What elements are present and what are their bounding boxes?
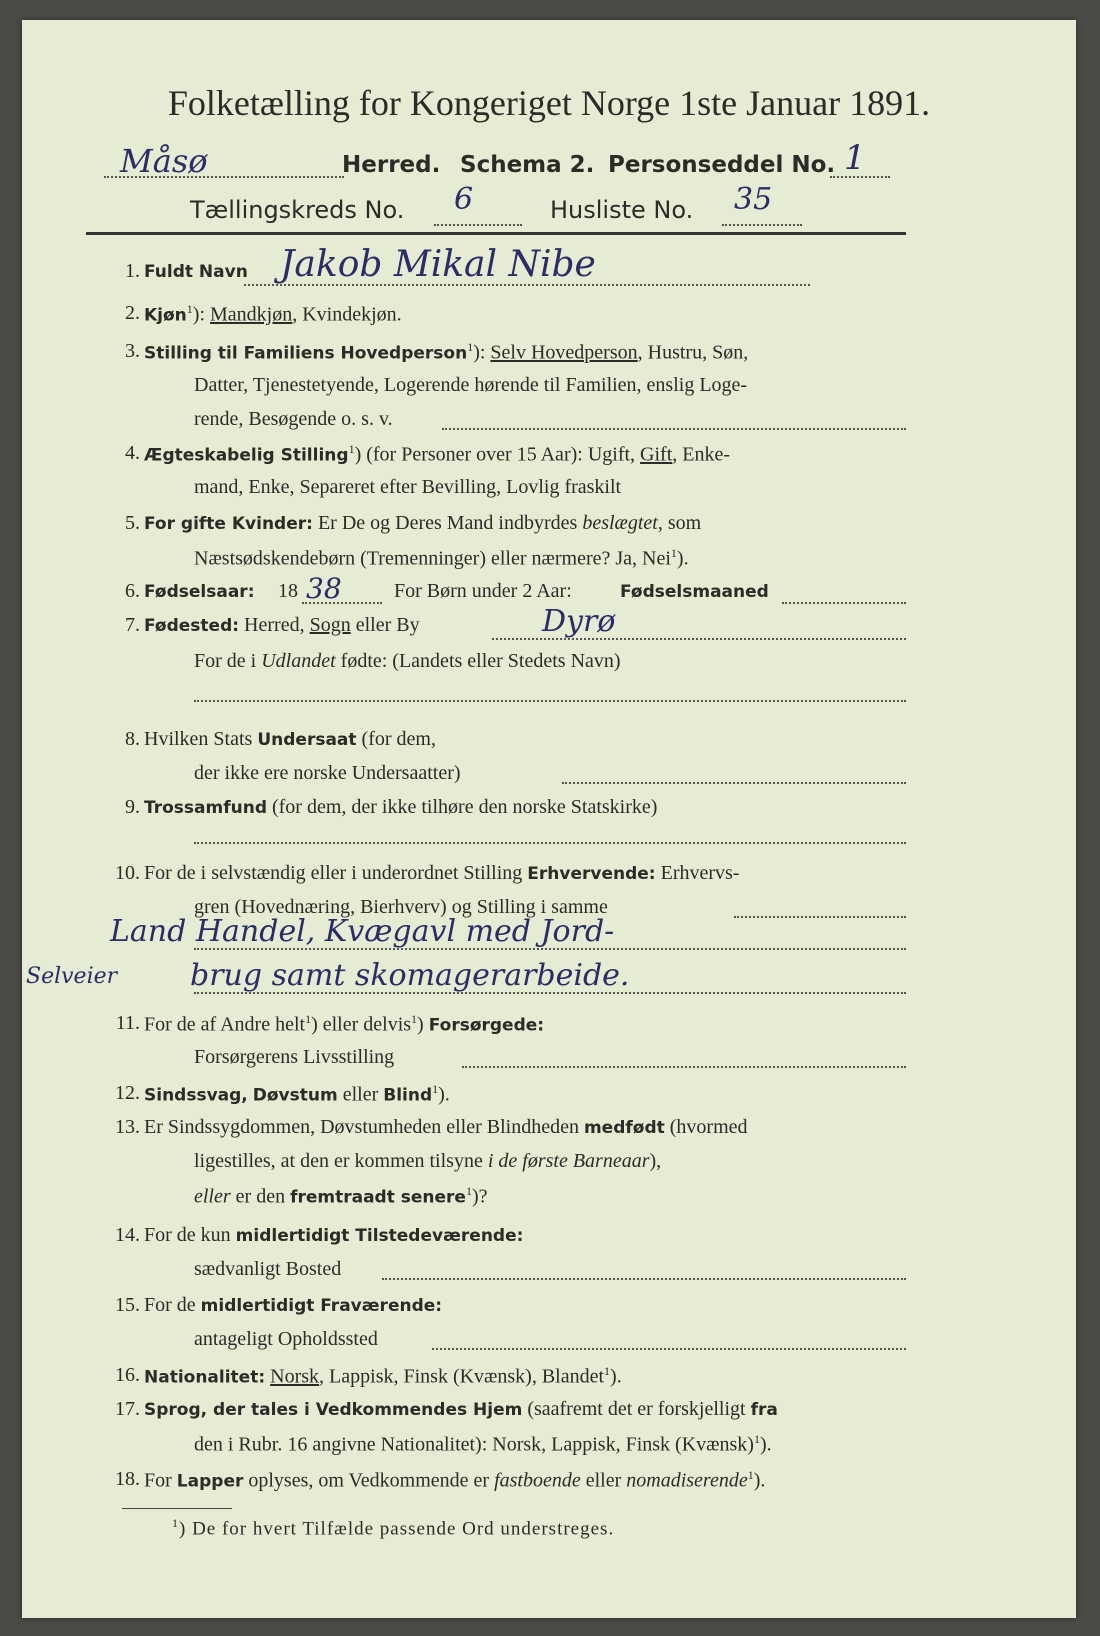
text: )? — [471, 1185, 488, 1208]
text: rende, Besøgende o. s. v. — [194, 408, 393, 430]
text: ligestilles, at den er kommen tilsyne — [194, 1150, 488, 1172]
option-selected: Sogn — [309, 614, 351, 636]
option-selected: Norsk — [270, 1365, 320, 1388]
q-label: Ægteskabelig Stilling — [144, 445, 349, 466]
text: (hvormed — [664, 1116, 748, 1138]
text: Herred, — [244, 614, 310, 636]
dotted-line — [194, 700, 906, 702]
text: Er De og Deres Mand indbyrdes — [317, 512, 583, 534]
q-number: 15. — [115, 1294, 140, 1316]
q-label: Kjøn — [144, 305, 187, 326]
text: ), — [649, 1150, 662, 1172]
q-number: 4. — [125, 442, 140, 464]
q-number: 10. — [115, 862, 140, 884]
q-label: Stilling til Familiens Hovedperson — [144, 343, 468, 364]
q-number: 11. — [115, 1012, 140, 1034]
text: gren (Hovednæring, Bierhverv) og Stilling i samme — [194, 896, 608, 918]
footnote-rule — [122, 1508, 232, 1509]
title-text: Folketælling for Kongeriget Norge 1ste Januar 1891. — [167, 83, 931, 123]
q-label: Blind — [383, 1085, 433, 1106]
q-number: 3. — [125, 340, 140, 362]
text: (saafremt det er forskjelligt — [522, 1398, 751, 1420]
dotted-line — [382, 1278, 906, 1280]
text-italic: beslægtet — [582, 512, 658, 534]
footnote-marker: 1 — [172, 1516, 179, 1530]
text: (for dem, — [356, 728, 436, 750]
q-number: 7. — [125, 614, 140, 636]
text: For de kun — [144, 1224, 236, 1246]
text-italic: eller — [194, 1185, 231, 1208]
q-label: Fødselsmaaned — [620, 582, 769, 602]
text: ) eller delvis — [311, 1013, 412, 1036]
q-label: midlertidigt Fraværende: — [200, 1296, 443, 1316]
text: , Enke- — [672, 443, 731, 466]
herred-label: Herred. — [342, 152, 441, 178]
text: Hvilken Stats — [144, 728, 258, 750]
text: fødte: (Landets eller Stedets Navn) — [335, 650, 621, 672]
text-italic: Udlandet — [261, 650, 336, 672]
q-number: 13. — [115, 1116, 140, 1138]
text: ) — [417, 1013, 429, 1036]
dotted-line — [782, 602, 906, 604]
text: er den — [230, 1185, 291, 1208]
text: Erhvervs- — [655, 862, 740, 884]
option-text: , Kvindekjøn. — [292, 303, 402, 326]
q-number: 12. — [115, 1082, 140, 1104]
q-number: 14. — [115, 1224, 140, 1246]
personseddel-label: Personseddel No. — [608, 152, 836, 178]
header-line-kreds — [22, 182, 1076, 232]
husliste-label: Husliste No. — [550, 196, 694, 224]
occupation-value-continued: brug samt skomagerarbeide. — [190, 958, 630, 993]
husliste-value: 35 — [734, 182, 773, 217]
q-number: 18. — [115, 1468, 140, 1490]
q-number: 5. — [125, 512, 140, 534]
q-label: midlertidigt Tilstedeværende: — [235, 1226, 524, 1246]
text: (for dem, der ikke tilhøre den norske Statskirke) — [266, 796, 658, 818]
dotted-line — [722, 224, 802, 226]
q-label: Fuldt Navn — [144, 262, 248, 282]
herred-value: Måsø — [120, 142, 208, 180]
occupation-value: Land Handel, Kvægavl med Jord- — [110, 914, 615, 949]
text: eller By — [350, 614, 420, 636]
text: , som — [657, 512, 702, 534]
q-label: Fødested: — [144, 616, 240, 636]
text: ): — [473, 341, 491, 364]
kreds-label: Tællingskreds No. — [190, 196, 405, 224]
text: eller — [580, 1469, 627, 1492]
q10-handwritten-line1 — [22, 914, 1076, 960]
dotted-line — [442, 428, 906, 430]
option-selected: Mandkjøn — [210, 303, 293, 326]
text: For de — [144, 1294, 201, 1316]
birth-year-value: 38 — [306, 572, 342, 605]
q1-full-name — [22, 244, 1076, 292]
text: antageligt Opholdssted — [194, 1328, 378, 1350]
q-number: 1. — [125, 260, 140, 282]
text: ) (for Personer over 15 Aar): Ugift, — [354, 443, 641, 466]
header-rule — [86, 232, 906, 235]
header-line-herred — [22, 138, 1076, 186]
schema-label: Schema 2. — [460, 152, 595, 178]
q-label: fra — [750, 1400, 778, 1420]
dotted-line — [432, 1348, 906, 1350]
option-selected: Selv Hovedperson — [490, 341, 638, 364]
text: sædvanligt Bosted — [194, 1258, 342, 1280]
text: der ikke ere norske Undersaatter) — [194, 762, 461, 784]
dotted-line — [734, 916, 906, 918]
q-number: 9. — [125, 796, 140, 818]
q-label: fremtraadt senere — [290, 1187, 466, 1208]
q-number: 17. — [115, 1398, 140, 1420]
dotted-line — [434, 224, 522, 226]
q-label: Døvstum — [252, 1085, 338, 1106]
birthplace-value: Dyrø — [542, 604, 616, 639]
dotted-line — [194, 842, 906, 844]
census-form: Folketælling for Kongeriget Norge 1ste Januar 1891. Måsø Herred. Schema 2. Personseddel No. 1 Tællingskreds No. 6 Husliste No. 35 1. Fuldt Navn Jakob Mikal Nibe 2. Kjøn$^1$): Mandkjøn, Kvindekjøn. 3. Stilling til Familiens Hovedperson$^1$): Selv Hovedperson, Hustru, Søn, Datter, Tjenestetyende, Logerende hørende til Familien, enslig Loge- rende, Besøgende o. s. v. 4. Ægteskabelig Stilling$^1$) (for Personer over 15 Aar): Ugift, Gift, Enke- mand, Enke, Separeret efter Bevilling, Lovlig fraskilt 5. For gifte Kvinder: Er De og Deres Mand indbyrdes beslægtet, som Næstsødskendebørn (Tremenninger) eller nærmere? Ja, Nei$^1$). 6. Fødselsaar: 18 38 For Børn under 2 Aar: Fødselsmaaned 7. Fødested: Herred, Sogn eller By Dyrø For de i Udlandet fødte: (Landets eller Stedets Navn) 8. Hvilken Stats Undersaat (for dem, der ikke ere norske Undersaatter) 9. Trossamfund (for dem, der ikke tilhøre den norske Statskirke) 10. For de i selvstændig eller i underordnet Stilling Erhvervende: Erhvervs- gren (Hovednæring, Bierhverv) og Stilling i samme Land Handel, Kvægavl med Jord- Selveier brug samt skomagerarbeide. 11. For de af Andre helt$^1$) eller delvis$^1$) Forsørgede: Forsørgerens Livsstilling 12. Sindssvag, Døvstum eller Blind$^1$). 13. Er Sindssygdommen, Døvstumheden eller Blindheden medfødt (hvormed ligestilles, at den er kommen tilsyne i de første Barneaar), eller er den fremtraadt senere$^1$)? 14. For de kun midlertidigt Tilstedeværende: sædvanligt Bosted 15. For de midlertidigt Fraværende: antageligt Opholdssted 16. Nationalitet: Norsk, Lappisk, Finsk (Kvænsk), Blandet$^1$). 17. Sprog, der tales i Vedkommendes Hjem (saafremt det er forskjelligt fra den i Rubr. 16 angivne Nationalitet): Norsk, Lappisk, Finsk (Kvænsk)$^1$). 18. For Lapper oplyses, om Vedkommende er fastboende eller nomadiserende$^1$). $^1$) De for hvert Tilfælde passende Ord understreges. — [22, 20, 1076, 1618]
footnote-text: ) De for hvert Tilfælde passende Ord understreges. — [179, 1518, 615, 1540]
dotted-line — [462, 1066, 906, 1068]
text: , Hustru, Søn, — [637, 341, 749, 364]
dotted-line — [194, 992, 906, 994]
text-italic: fastboende — [494, 1469, 581, 1492]
option-selected: Gift — [640, 443, 673, 466]
q-label: Fødselsaar: — [144, 582, 255, 602]
text: For — [144, 1469, 177, 1492]
q-label: Undersaat — [257, 730, 357, 750]
full-name-value: Jakob Mikal Nibe — [280, 244, 596, 285]
text: , Lappisk, Finsk (Kvænsk), Blandet — [319, 1365, 605, 1388]
text: mand, Enke, Separeret efter Bevilling, Lovlig fraskilt — [194, 476, 622, 498]
text: eller — [337, 1083, 384, 1106]
kreds-value: 6 — [454, 182, 474, 217]
text: Forsørgerens Livsstilling — [194, 1046, 395, 1068]
q7-birthplace — [22, 604, 1076, 650]
q-label: medfødt — [583, 1118, 665, 1138]
q10-handwritten-line2 — [22, 958, 1076, 1004]
text: ): — [192, 303, 211, 326]
q-number: 8. — [125, 728, 140, 750]
dotted-line — [194, 948, 906, 950]
text: For Børn under 2 Aar: — [394, 580, 572, 602]
occupation-margin-note: Selveier — [26, 964, 118, 989]
text: ). — [438, 1083, 450, 1106]
q-label: Nationalitet: — [144, 1367, 266, 1388]
text-italic: nomadiserende — [626, 1469, 748, 1492]
q-label: Forsørgede: — [428, 1015, 545, 1036]
text: For de i — [194, 650, 262, 672]
q-label: Sprog, der tales i Vedkommendes Hjem — [144, 1400, 523, 1420]
q-number: 6. — [125, 580, 140, 602]
text: For de af Andre helt — [144, 1013, 306, 1036]
year-prefix: 18 — [278, 580, 298, 602]
form-title — [22, 82, 1076, 124]
q-label: Sindssvag, — [144, 1085, 248, 1106]
text: Næstsødskendebørn (Tremenninger) eller nærmere? Ja, Nei — [194, 547, 671, 570]
dotted-line — [562, 782, 906, 784]
q-number: 2. — [125, 302, 140, 324]
text: Er Sindssygdommen, Døvstumheden eller Blindheden — [144, 1116, 584, 1138]
q-label: For gifte Kvinder: — [144, 514, 313, 534]
q-label: Trossamfund — [144, 798, 267, 818]
text: oplyses, om Vedkommende er — [243, 1469, 495, 1492]
q-label: Erhvervende: — [527, 864, 656, 884]
text: For de i selvstændig eller i underordnet Stilling — [144, 862, 528, 884]
q-label: Lapper — [176, 1471, 244, 1492]
q-number: 16. — [115, 1364, 140, 1386]
text: den i Rubr. 16 angivne Nationalitet): Norsk, Lappisk, Finsk (Kvænsk) — [194, 1433, 754, 1456]
text: Datter, Tjenestetyende, Logerende hørende til Familien, enslig Loge- — [194, 374, 748, 396]
text-italic: i de første Barneaar — [487, 1150, 650, 1172]
personseddel-value: 1 — [844, 138, 866, 178]
